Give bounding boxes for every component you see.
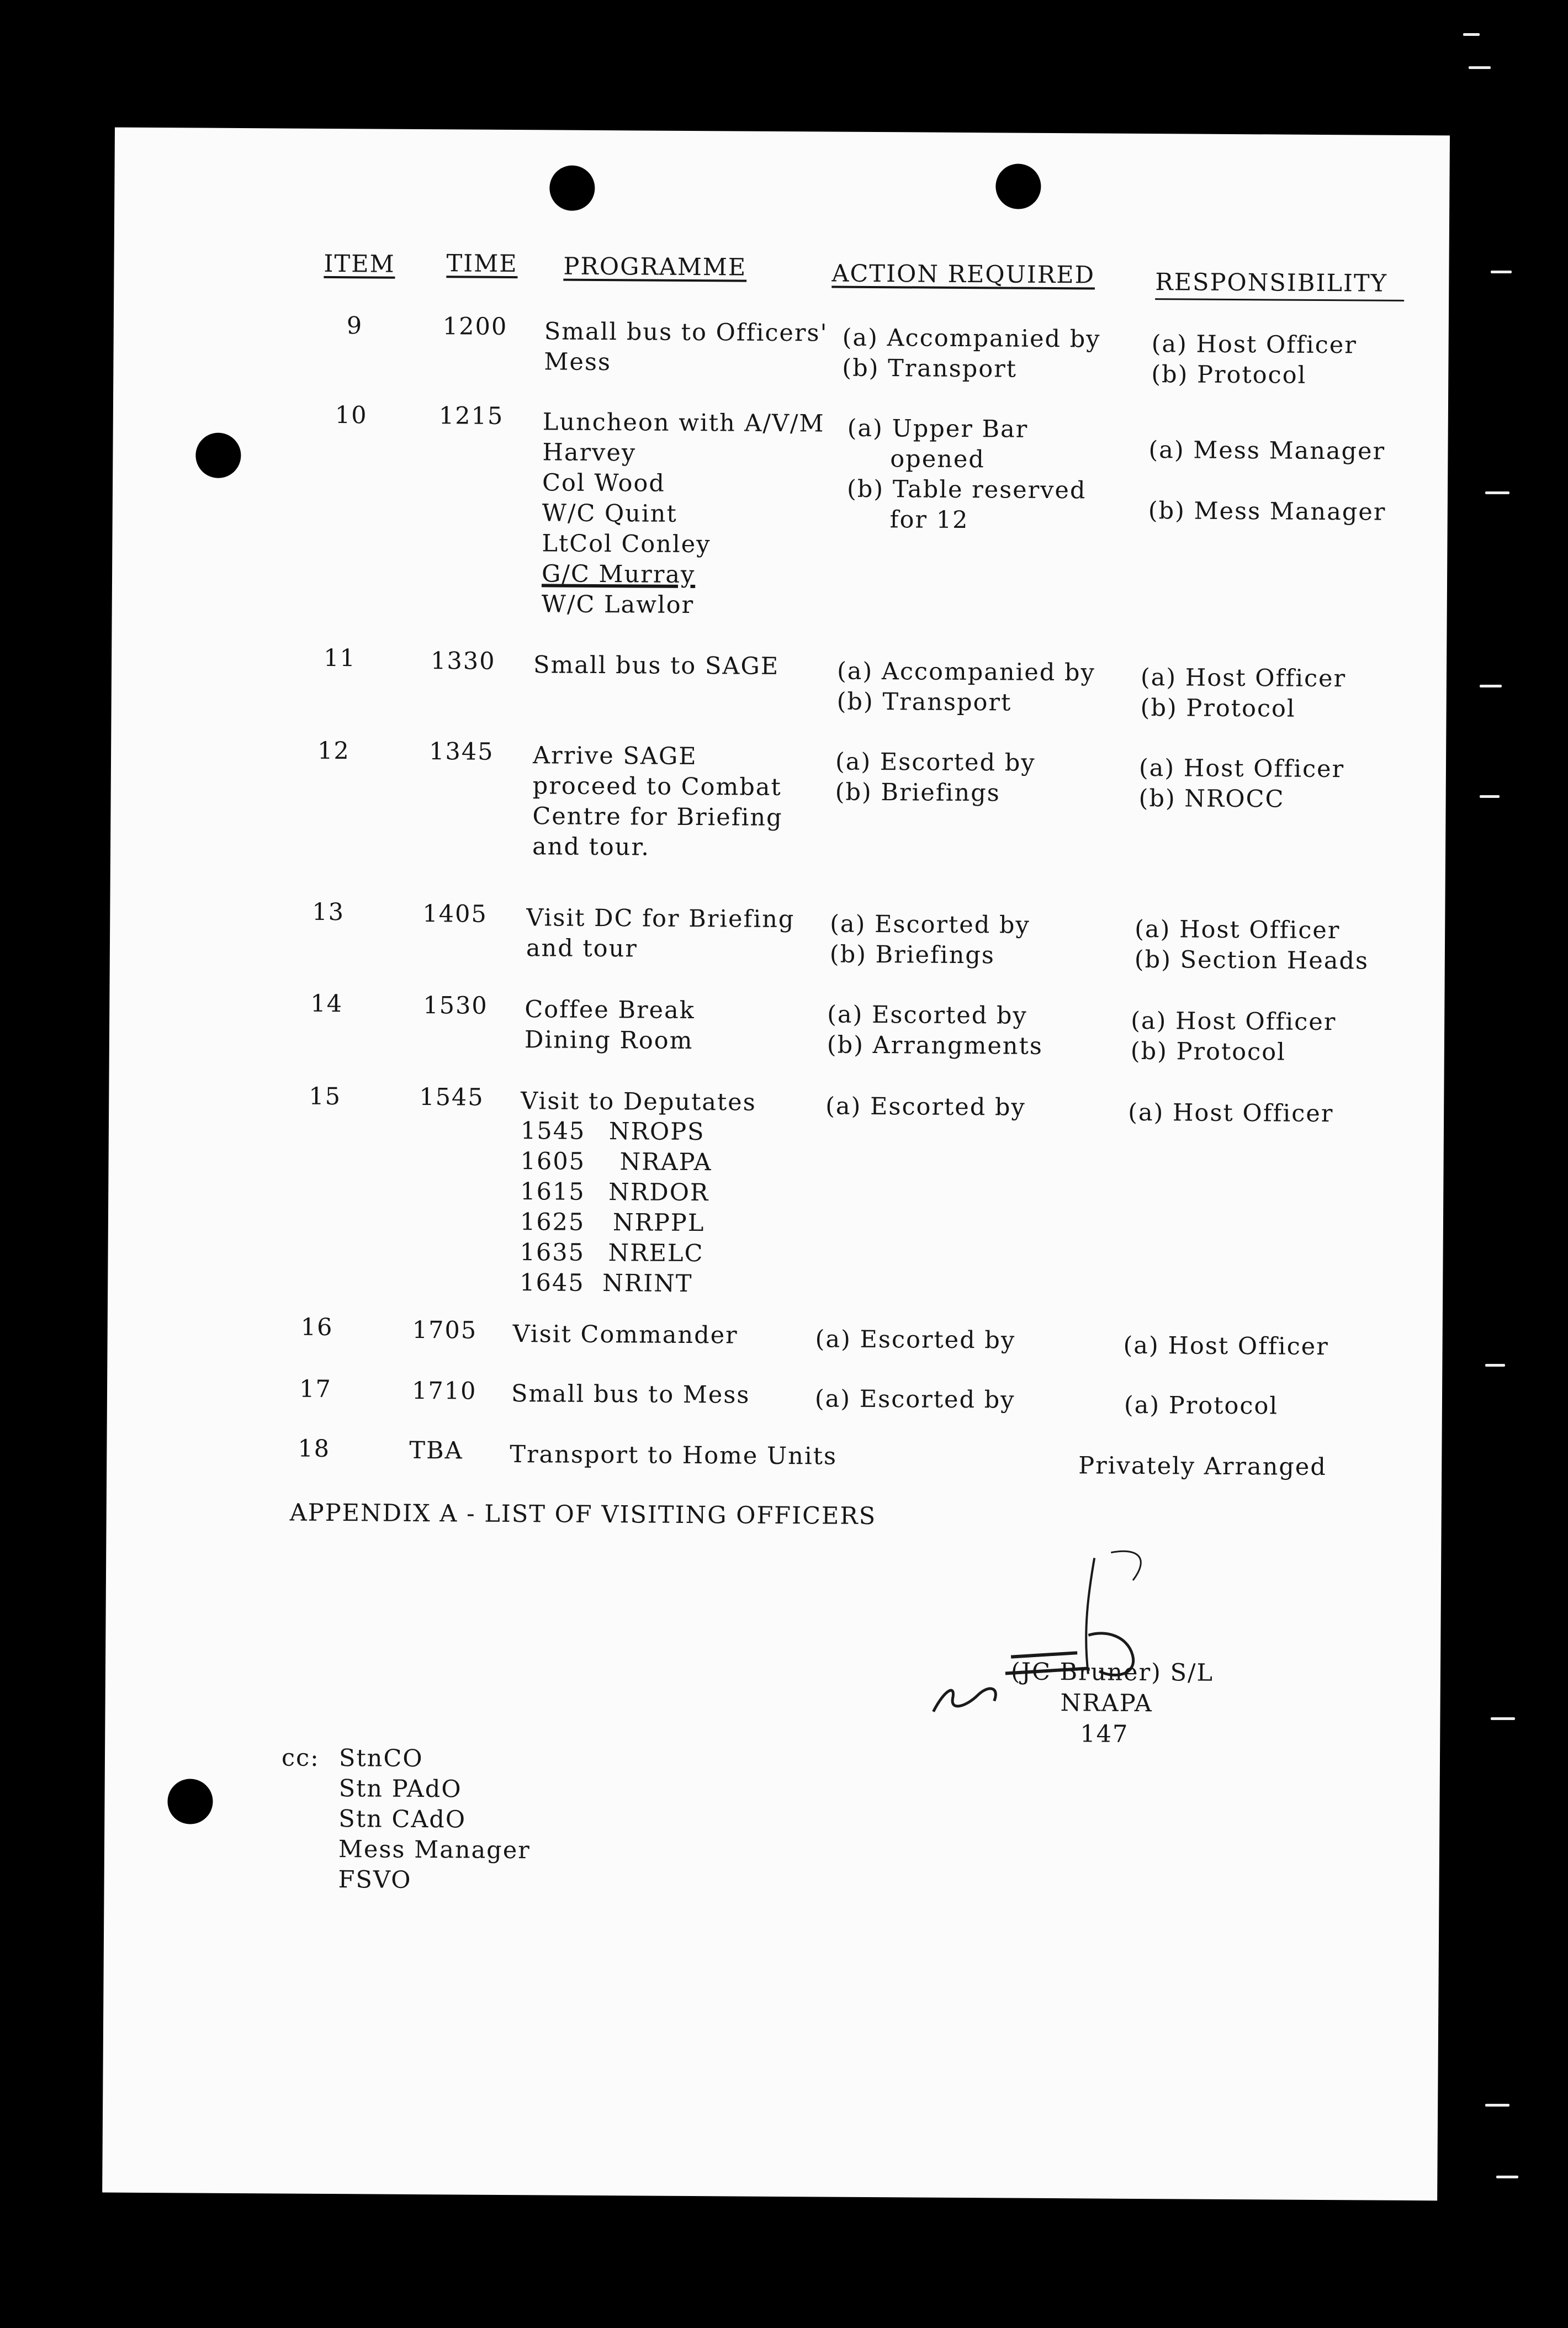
programme-cell: Visit DC for Briefing and tour — [526, 904, 795, 963]
action-cell: (a) Escorted by (b) Briefings — [829, 910, 1030, 970]
action-cell: (a) Escorted by (b) Briefings — [835, 748, 1036, 807]
item-time: TBA — [409, 1436, 463, 1465]
list-item: Mess Manager — [338, 1835, 531, 1865]
schedule-entry: 1605 NRAPA — [520, 1147, 712, 1177]
item-number: 11 — [324, 644, 357, 673]
action-cell: (a) Escorted by — [815, 1325, 1016, 1355]
item-number: 12 — [317, 737, 351, 765]
responsibility-cell: (a) Protocol — [1124, 1391, 1279, 1420]
programme-cell: Coffee Break Dining Room — [524, 996, 695, 1055]
scan-speck — [1496, 2176, 1518, 2178]
item-number: 18 — [298, 1435, 331, 1463]
schedule-entry: 1625 NRPPL — [520, 1208, 705, 1237]
punch-hole — [195, 433, 241, 478]
action-cell: (a) Accompanied by (b) Transport — [836, 657, 1095, 717]
column-header-responsibility: RESPONSIBILITY — [1155, 268, 1404, 301]
item-number: 17 — [299, 1375, 332, 1404]
list-item: StnCO — [338, 1744, 423, 1773]
programme-cell: Small bus to SAGE — [533, 651, 780, 680]
list-item: FSVO — [338, 1866, 412, 1894]
signature-unit: NRAPA — [1060, 1689, 1153, 1718]
scan-speck — [1491, 1717, 1515, 1720]
list-item: Stn PAdO — [338, 1775, 462, 1803]
responsibility-cell: (a) Host Officer — [1123, 1331, 1329, 1361]
schedule-entry: 1615 NRDOR — [520, 1178, 709, 1207]
responsibility-cell: (a) Host Officer (b) Protocol — [1130, 1007, 1337, 1066]
programme-cell: Arrive SAGE proceed to Combat Centre for Briefing and tour. — [532, 742, 783, 861]
schedule-entry: 1645 NRINT — [520, 1269, 693, 1298]
page-number: 147 — [1080, 1720, 1129, 1748]
column-header-action: ACTION REQUIRED — [831, 260, 1095, 289]
programme-cell: Visit Commander — [512, 1320, 738, 1350]
scan-speck — [1480, 795, 1500, 798]
item-time: 1710 — [411, 1377, 477, 1405]
punch-hole — [167, 1779, 213, 1824]
item-time: 1705 — [412, 1316, 478, 1345]
scan-speck — [1463, 33, 1480, 36]
schedule-entry: 1635 NRELC — [520, 1239, 704, 1268]
programme-cell: Small bus to Officers' Mess — [544, 318, 828, 377]
column-header-programme: PROGRAMME — [563, 252, 747, 282]
item-time: 1200 — [442, 313, 508, 341]
item-time: 1545 — [419, 1083, 484, 1112]
item-number: 16 — [300, 1313, 333, 1342]
action-cell: (a) Escorted by — [825, 1092, 1026, 1121]
item-time: 1345 — [428, 738, 494, 766]
item-time: 1330 — [430, 647, 496, 675]
item-number: 9 — [346, 312, 363, 340]
column-header-time: TIME — [446, 250, 518, 278]
appendix-line: APPENDIX A - LIST OF VISITING OFFICERS — [289, 1499, 877, 1531]
signature-name: (JC Bruner) S/L — [1010, 1658, 1214, 1687]
cc-label: cc: — [281, 1744, 320, 1772]
schedule-entry: 1545 NROPS — [520, 1117, 705, 1146]
responsibility-cell: Privately Arranged — [1078, 1452, 1327, 1482]
deputate-schedule — [520, 1116, 712, 1299]
programme-cell: Visit to Deputates — [521, 1087, 756, 1117]
list-item: Stn CAdO — [338, 1805, 467, 1834]
item-number: 14 — [310, 990, 343, 1018]
document-page — [102, 128, 1450, 2201]
item-number: 15 — [309, 1082, 342, 1111]
item-number: 10 — [335, 401, 368, 430]
scan-speck — [1469, 66, 1491, 69]
item-number: 13 — [312, 898, 345, 927]
programme-cell: Transport to Home Units — [510, 1441, 838, 1470]
punch-hole — [995, 163, 1041, 209]
action-cell: (a) Escorted by (b) Arrangments — [827, 1001, 1043, 1060]
item-time: 1405 — [422, 900, 488, 928]
cc-recipients — [338, 1743, 531, 1896]
scan-speck — [1480, 685, 1502, 687]
action-cell: (a) Accompanied by (b) Transport — [842, 324, 1101, 383]
responsibility-cell: (a) Host Officer (b) Protocol — [1151, 330, 1357, 389]
column-header-item: ITEM — [324, 250, 395, 278]
item-time: 1215 — [438, 402, 504, 430]
scan-speck — [1485, 491, 1509, 494]
scan-speck — [1485, 2104, 1509, 2107]
responsibility-cell: (a) Host Officer (b) Protocol — [1140, 663, 1347, 723]
scan-speck — [1485, 1364, 1505, 1367]
action-cell: (a) Upper Bar opened (b) Table reserved for 12 — [846, 414, 1087, 535]
action-cell: (a) Escorted by — [814, 1385, 1015, 1414]
responsibility-cell: (a) Host Officer — [1128, 1098, 1334, 1128]
responsibility-cell: (a) Host Officer (b) NROCC — [1138, 754, 1345, 813]
responsibility-cell: (a) Mess Manager (b) Mess Manager — [1148, 436, 1386, 526]
scan-speck — [1491, 271, 1512, 273]
responsibility-cell: (a) Host Officer (b) Section Heads — [1134, 915, 1369, 975]
programme-cell: Small bus to Mess — [511, 1380, 750, 1409]
punch-hole — [549, 165, 595, 210]
programme-cell: Luncheon with A/V/M Harvey Col Wood W/C Quint LtCol Conley G/C Murray W/C Lawlor — [541, 408, 825, 620]
item-time: 1530 — [423, 992, 488, 1020]
